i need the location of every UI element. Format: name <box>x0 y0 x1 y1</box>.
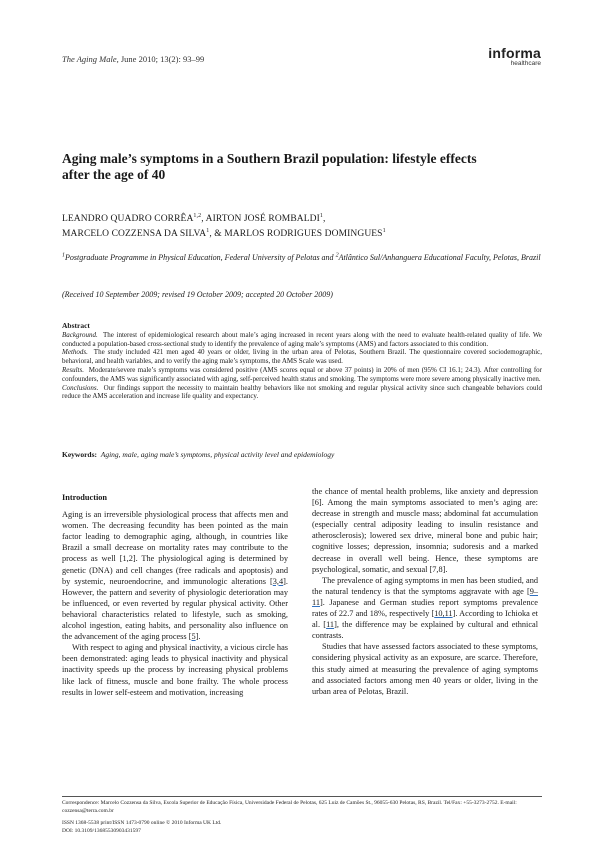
publisher-logo <box>488 46 541 67</box>
correspondence-note: Correspondence: Marcelo Cozzensa da Silva, Escola Superior de Educação Física, Universidade Federal de Pelotas, 625 Luiz de Camões St., 96055-630 Pelotas, RS, Brazil. Tel/Fax: +55-3273-2752. E-mail: cozzensa@terra.com.br <box>62 800 517 814</box>
paragraph: The prevalence of aging symptoms in men has been studied, and the natural tendency is that the symptoms aggravate with age [9–11]. Japanese and German studies report symptoms prevalence rates of 22.7 and 18%, respectively [10,11]. According to Ichioka et al. [11], the difference may be explained by cultural and ethnical contrasts. <box>312 575 538 641</box>
journal-name: The Aging Male, <box>62 54 119 64</box>
abstract-conclusions <box>62 384 542 402</box>
issn-line: ISSN 1368-5538 print/ISSN 1473-0790 online © 2010 Informa UK Ltd. <box>62 820 222 826</box>
footnote-divider <box>62 796 542 797</box>
results-text: Moderate/severe male’s symptoms was considered positive (AMS scores equal or above 37 points) in 20% of men (95% CI 16.1; 24.3). After controlling for confounders, the AMS was significantly associated with aging, self-perceived health status and smoking. The symptoms were more severe among physically inactive men. <box>62 365 543 383</box>
paragraph: With respect to aging and physical inactivity, a vicious circle has been demonstrated: aging leads to physical inactivity and physical inactivity speeds up the process by increasing physical problems like lack of fitness, muscle and bone frailty. The whole process results in lower self-esteem and motivation, increasing <box>62 643 288 697</box>
conclusions-text: Our findings support the necessity to maintain healthy behaviors like not smoking and regular physical activity since such changeable behaviors could reduce the AMS acceleration and increase life quality and expectancy. <box>62 383 542 401</box>
author-list: LEANDRO QUADRO CORRÊA$^{1,2}$, AIRTON JOSÉ ROMBALDI$^1$, MARCELO COZZENSA DA SILVA$^1$, & MARLOS RODRIGUES DOMINGUES$^1$ <box>62 212 386 239</box>
abstract-results <box>62 366 542 384</box>
author-1: LEANDRO QUADRO CORRÊA <box>62 214 194 224</box>
abstract <box>62 322 542 401</box>
abstract-methods <box>62 348 542 366</box>
paragraph: Studies that have assessed factors associated to these symptoms, considering physical activity as an exposure, are scarce. Therefore, this study aimed at measuring the prevalence of aging symptoms and associated factors among men 40 years or older, living in the urban area of Pelotas, Brazil. <box>312 642 538 696</box>
results-label: Results. <box>62 365 84 374</box>
citation-link[interactable]: 3,4 <box>272 576 284 586</box>
background-text: The interest of epidemiological research about male’s aging increased in recent years along with the need to evaluate health-related quality of life. We conducted a population-based cross-sectional study to identify the prevalence of aging male’s symptoms (AMS) and factors associated to this condition. <box>62 330 542 348</box>
affil-text-2: Atlântico Sul/Anhanguera Educational Faculty, Pelotas, Brazil <box>338 253 541 262</box>
article-title <box>62 151 542 183</box>
affil-text-1: Postgraduate Programme in Physical Education, Federal University of Pelotas and <box>65 253 336 262</box>
author-3: MARCELO COZZENSA DA SILVA <box>62 229 207 239</box>
conclusions-label: Conclusions. <box>62 383 99 392</box>
author-2-affiliation: 1 <box>319 212 323 219</box>
right-column <box>312 486 538 697</box>
citation-link[interactable]: 5 <box>191 632 196 642</box>
citation-link[interactable]: 10,11 <box>434 609 453 619</box>
abstract-background <box>62 331 542 349</box>
keywords-text: Aging, male, aging male’s symptoms, physical activity level and epidemiology <box>100 450 335 459</box>
abstract-heading: Abstract <box>62 321 90 330</box>
received-dates: (Received 10 September 2009; revised 19 October 2009; accepted 20 October 2009) <box>62 290 333 299</box>
methods-text: The study included 421 men aged 40 years or older, living in the urban area of Pelotas, Southern Brazil. The questionnaire covered sociodemographic, behavioral, and health variables, and to verify the aging male’s symptoms, the AMS Scale was used. <box>62 348 542 366</box>
author-2: , AIRTON JOSÉ ROMBALDI <box>201 214 320 224</box>
citation-link[interactable]: 9–11 <box>312 586 538 607</box>
title-line-2: after the age of 40 <box>62 167 166 182</box>
title-line-1: Aging male’s symptoms in a Southern Brazil population: lifestyle effects <box>62 151 477 166</box>
affil-sup-1: 1 <box>62 252 65 259</box>
logo-brand: informa <box>488 45 541 61</box>
doi-line: DOI: 10.3109/13685530903431597 <box>62 827 141 834</box>
keywords-label: Keywords: <box>62 450 97 459</box>
author-1-affiliation: 1,2 <box>193 212 202 219</box>
left-column <box>62 486 288 698</box>
publication-info <box>62 820 542 835</box>
author-4: , & MARLOS RODRIGUES DOMINGUES <box>209 229 383 239</box>
journal-citation <box>62 54 204 64</box>
paragraph: the chance of mental health problems, like anxiety and depression [6]. Among the main symptoms associated to men’s aging are: decrease in strength and muscle mass; abdominal fat accumulation (especially central adiposity leading to insulin resistance and atherosclerosis); lowered sex drive, mineral bone and pubic hair; cognitive losses; depression, insomnia; sudoresis and a marked decrease in overall well being. Hence, these symptoms are psychological, somatic, and sexual [7,8]. <box>312 487 538 574</box>
background-label: Background. <box>62 330 98 339</box>
keywords <box>62 450 542 459</box>
paragraph: Aging is an irreversible physiological process that affects men and women. The decreasing fecundity has been pointed as the main factor leading to demographic aging, although, in countries like Brazil a small decrease on mortality rates may contribute to the process as well [1,2]. The physiological aging is determined by genetic (DNA) and cell changes (free radicals and apoptosis) and by systemic, neuroendocrine, and immunologic alterations [3,4]. However, the pattern and severity of physiologic deterioration may be influenced, or even reverted by regular physical activity. Other behavioral characteristics related to lifestyle, such as smoking, alcohol ingestion, eating habits, and personality also influence on the advancement of the aging process [5]. <box>62 510 288 642</box>
methods-label: Methods. <box>62 348 88 357</box>
affil-sup-2: 2 <box>335 252 339 259</box>
author-4-affiliation: 1 <box>382 227 386 234</box>
affiliations <box>62 252 542 264</box>
journal-issue: June 2010; 13(2): 93–99 <box>118 54 205 64</box>
section-heading-introduction: Introduction <box>62 493 108 502</box>
author-3-affiliation: 1 <box>206 227 210 234</box>
logo-sub: healthcare <box>510 60 541 67</box>
citation-link[interactable]: 11 <box>326 620 335 630</box>
